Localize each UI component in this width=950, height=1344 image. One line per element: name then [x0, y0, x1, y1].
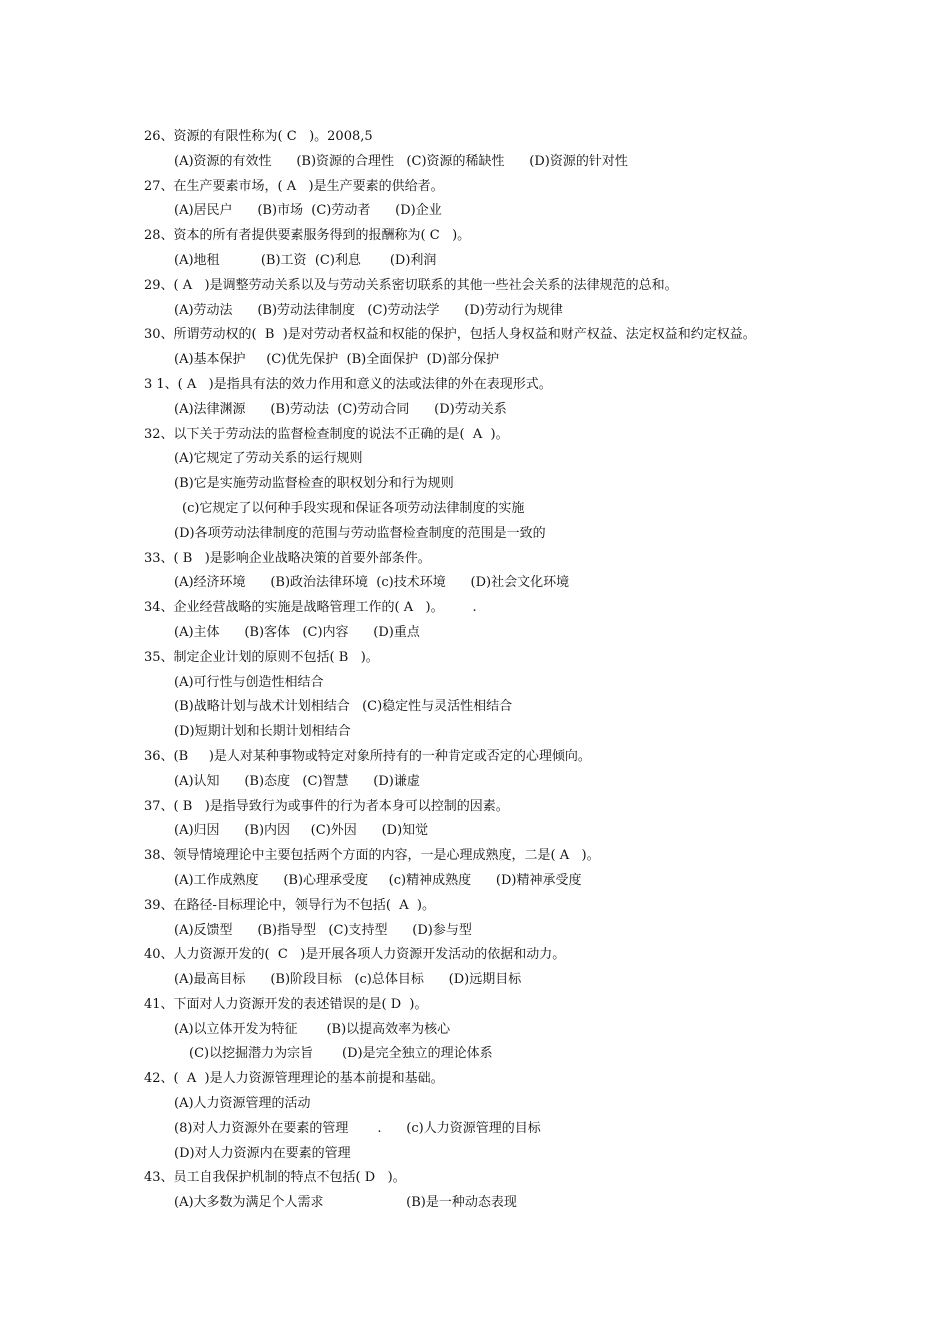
question-line: 33、( B )是影响企业战略决策的首要外部条件。: [144, 550, 431, 566]
question-list: [144, 125, 844, 1216]
question-line: 36、(B )是人对某种事物或特定对象所持有的一种肯定或否定的心理倾向。: [144, 748, 591, 764]
option-line: (A)以立体开发为特征 (B)以提高效率为核心: [174, 1021, 451, 1037]
option-line: (A)人力资源管理的活动: [174, 1096, 311, 1112]
option-line: (B)它是实施劳动监督检查的职权划分和行为规则: [174, 476, 454, 492]
option-line: (A)反馈型 (B)指导型 (C)支持型 (D)参与型: [174, 922, 472, 938]
option-line: (A)资源的有效性 (B)资源的合理性 (C)资源的稀缺性 (D)资源的针对性: [174, 153, 628, 169]
question-line: 28、资本的所有者提供要素服务得到的报酬称为( C )。: [144, 228, 471, 244]
question-line: 3 1、( A )是指具有法的效力作用和意义的法或法律的外在表现形式。: [144, 376, 552, 392]
question-line: 29、( A )是调整劳动关系以及与劳动关系密切联系的其他一些社会关系的法律规范的总和。: [144, 277, 678, 293]
option-line: (c)它规定了以何种手段实现和保证各项劳动法律制度的实施: [182, 500, 525, 516]
question-line: 40、人力资源开发的( C )是开展各项人力资源开发活动的依据和动力。: [144, 947, 566, 963]
question-line: 41、下面对人力资源开发的表述错误的是( D )。: [144, 996, 428, 1012]
option-line: (A)认知 (B)态度 (C)智慧 (D)谦虚: [174, 773, 420, 789]
option-line: (A)经济环境 (B)政治法律环境 (c)技术环境 (D)社会文化环境: [174, 575, 570, 591]
option-line: (A)劳动法 (B)劳动法律制度 (C)劳动法学 (D)劳动行为规律: [174, 302, 563, 318]
question-line: 38、领导情境理论中主要包括两个方面的内容，一是心理成熟度，二是( A )。: [144, 848, 600, 864]
question-line: 39、在路径-目标理论中，领导行为不包括( A )。: [144, 897, 435, 913]
option-line: (A)地租 (B)工资 (C)利息 (D)利润: [174, 252, 437, 268]
option-line: (8)对人力资源外在要素的管理 . (c)人力资源管理的目标: [174, 1120, 541, 1136]
option-line: (A)归因 (B)内因 (C)外因 (D)知觉: [174, 823, 429, 839]
option-line: (D)各项劳动法律制度的范围与劳动监督检查制度的范围是一致的: [174, 525, 546, 541]
option-line: (B)战略计划与战术计划相结合 (C)稳定性与灵活性相结合: [174, 699, 513, 715]
option-line: (A)最高目标 (B)阶段目标 (c)总体目标 (D)远期目标: [174, 972, 522, 988]
option-line: (A)基本保护 (C)优先保护 (B)全面保护 (D)部分保护: [174, 352, 500, 368]
question-line: 34、企业经营战略的实施是战略管理工作的( A )。 .: [144, 600, 477, 616]
question-line: 32、以下关于劳动法的监督检查制度的说法不正确的是( A )。: [144, 426, 509, 442]
question-line: 35、制定企业计划的原则不包括( B )。: [144, 649, 379, 665]
question-line: 42、( A )是人力资源管理理论的基本前提和基础。: [144, 1071, 444, 1087]
question-line: 43、员工自我保护机制的特点不包括( D )。: [144, 1170, 406, 1186]
question-line: 37、( B )是指导致行为或事件的行为者本身可以控制的因素。: [144, 798, 509, 814]
option-line: (A)法律渊源 (B)劳动法 (C)劳动合同 (D)劳动关系: [174, 401, 507, 417]
option-line: (A)主体 (B)客体 (C)内容 (D)重点: [174, 624, 420, 640]
question-line: 26、资源的有限性称为( C )。2008,5: [144, 129, 373, 144]
question-line: 27、在生产要素市场，( A )是生产要素的供给者。: [144, 178, 444, 194]
option-line: (A)工作成熟度 (B)心理承受度 (c)精神成熟度 (D)精神承受度: [174, 872, 582, 888]
option-line: (C)以挖掘潜力为宗旨 (D)是完全独立的理论体系: [189, 1046, 493, 1062]
option-line: (D)短期计划和长期计划相结合: [174, 724, 351, 740]
option-line: (D)对人力资源内在要素的管理: [174, 1145, 351, 1161]
option-line: (A)它规定了劳动关系的运行规则: [174, 451, 363, 467]
option-line: (A)居民户 (B)市场 (C)劳动者 (D)企业: [174, 203, 442, 219]
option-line: (A)可行性与创造性相结合: [174, 674, 324, 690]
question-line: 30、所谓劳动权的( B )是对劳动者权益和权能的保护，包括人身权益和财产权益、法定权益和约定权益。: [144, 327, 756, 343]
option-line: (A)大多数为满足个人需求 (B)是一种动态表现: [174, 1195, 517, 1211]
